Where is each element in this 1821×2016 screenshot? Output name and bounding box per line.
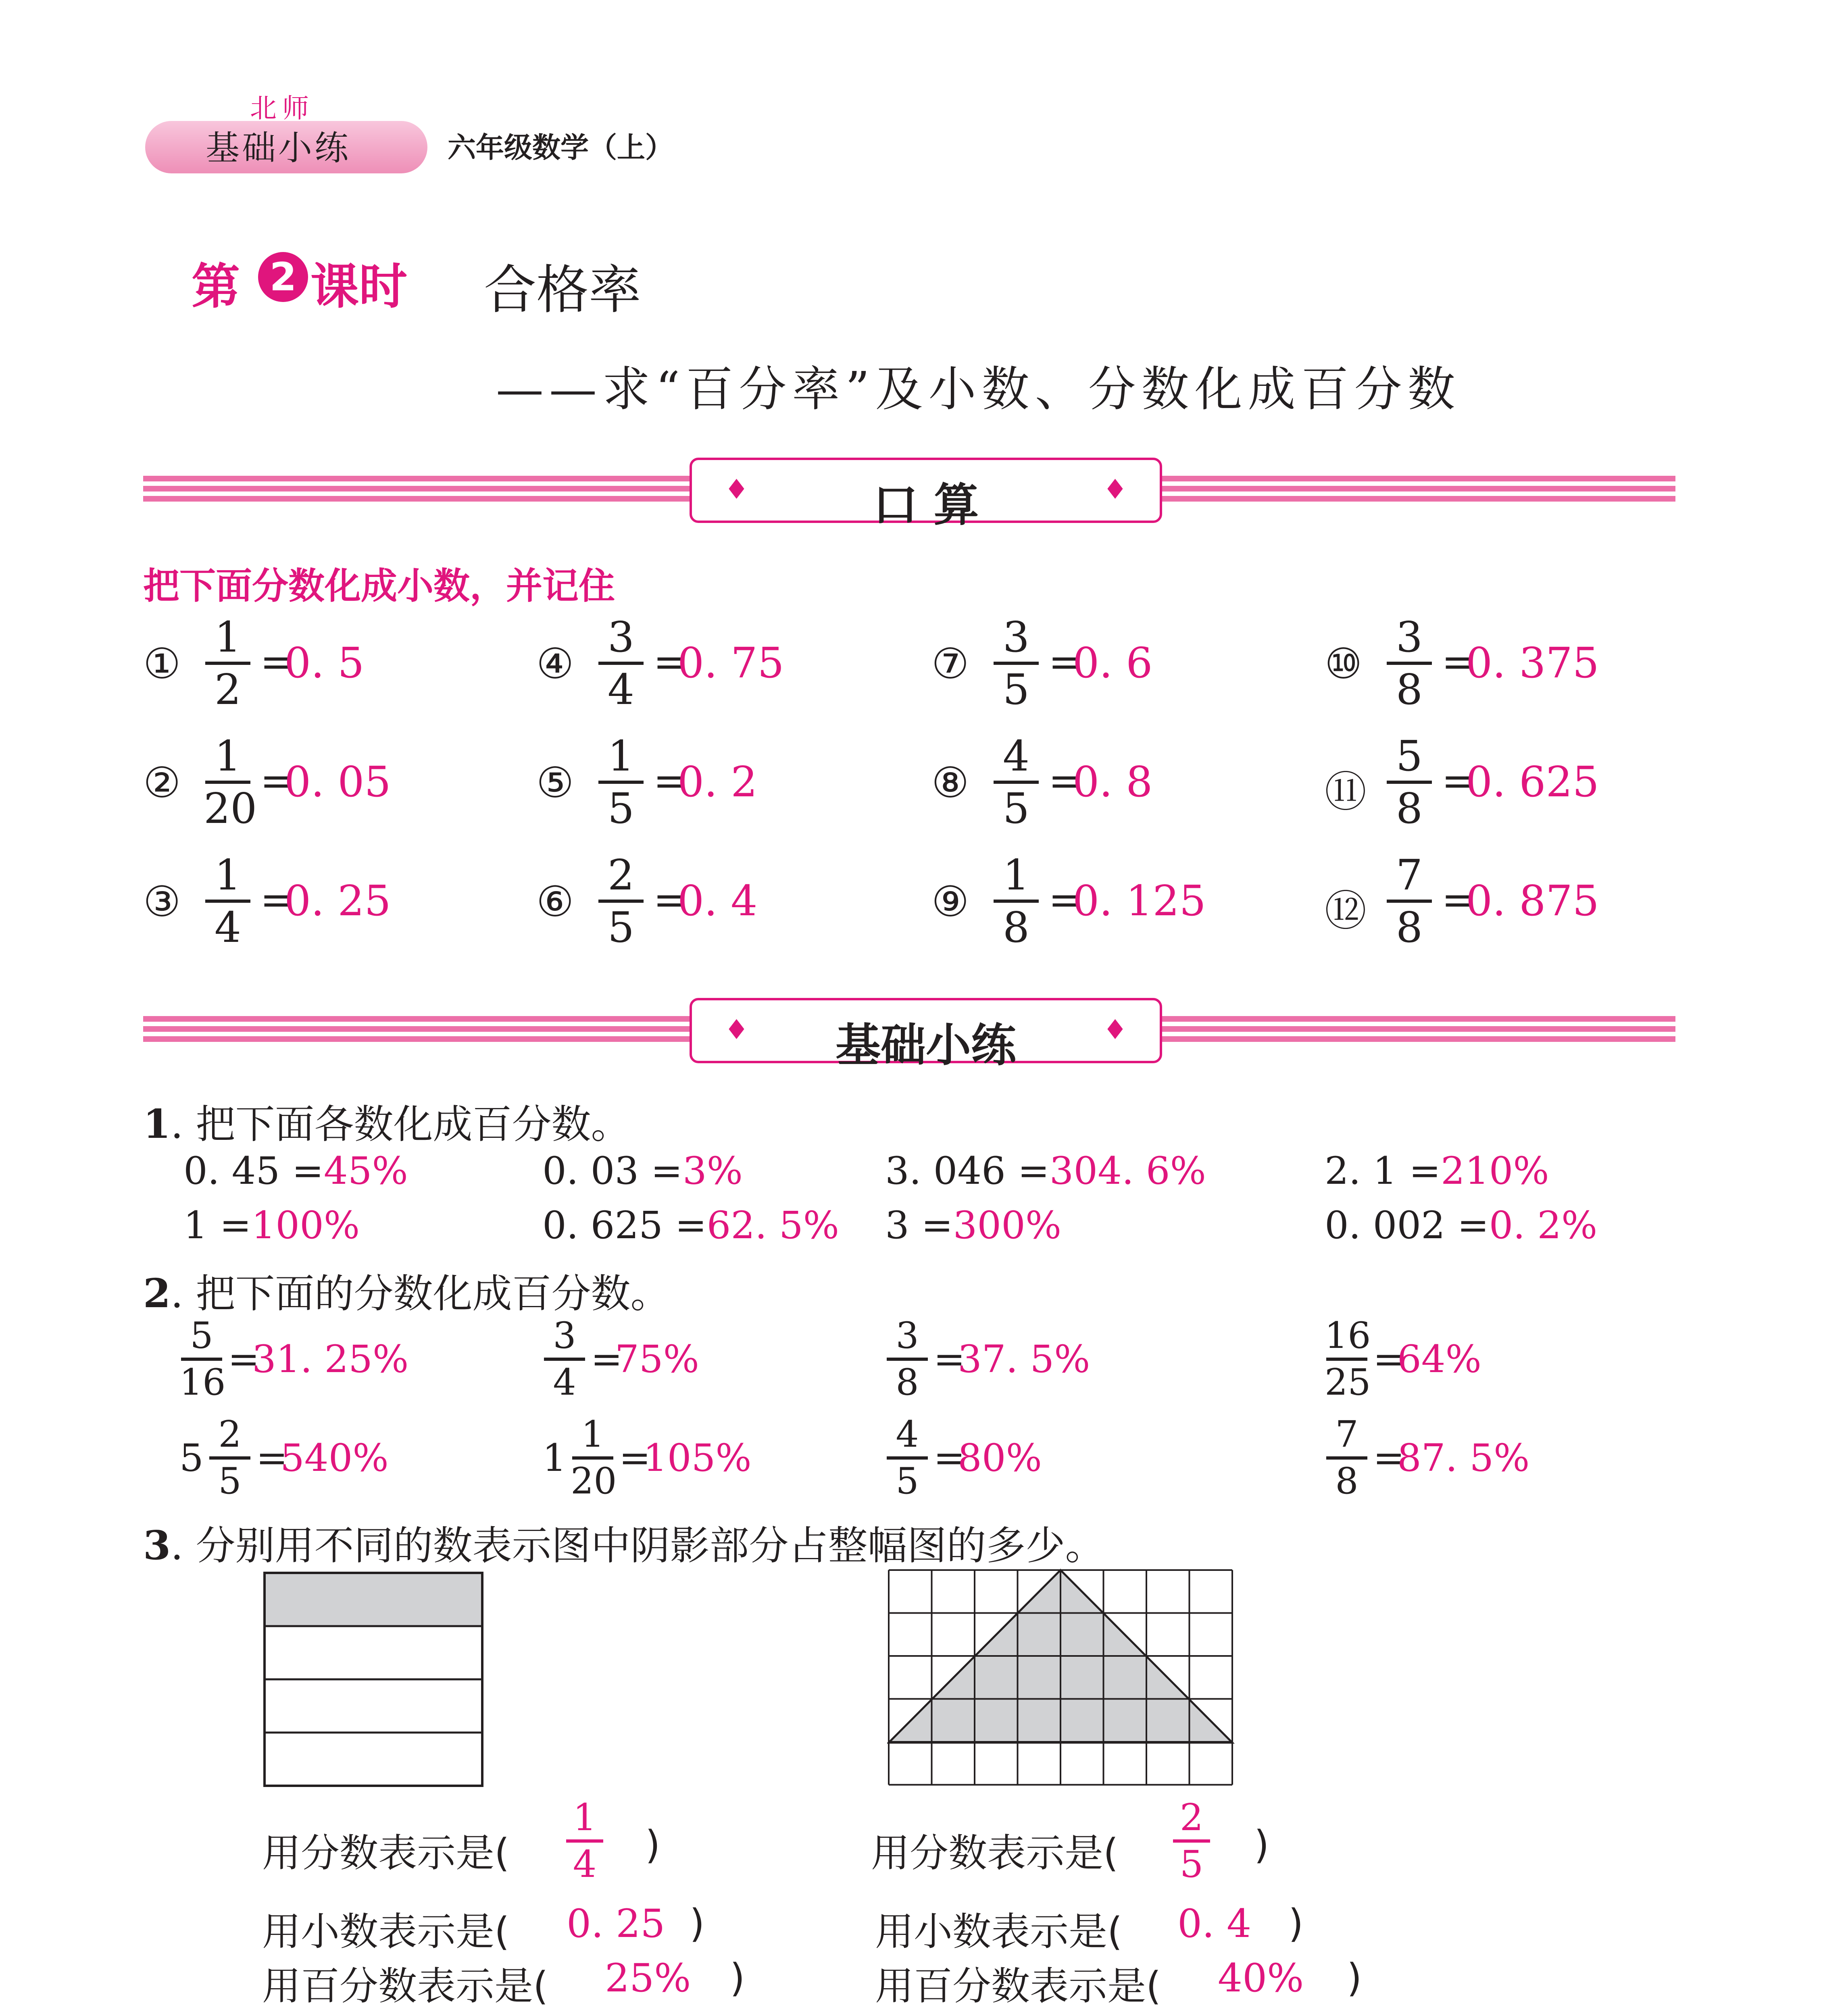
denominator: 8 — [1002, 903, 1030, 952]
question-2-title — [143, 1262, 670, 1319]
denominator: 4 — [607, 665, 635, 714]
right-fraction-answer: 2 5 — [1171, 1798, 1212, 1884]
close-paren: ) — [1347, 1956, 1362, 2001]
left-decimal-label: 用小数表示是( — [262, 1909, 510, 1954]
fraction-conversion-item — [179, 1415, 522, 1512]
oral-answer: 0. 4 — [677, 876, 758, 925]
item-number: ② — [143, 758, 181, 807]
conversion-question: 0. 03 = — [542, 1149, 683, 1193]
conversion-item — [1325, 1149, 1549, 1193]
fraction — [204, 612, 252, 714]
numerator: 5 — [1396, 731, 1423, 781]
lesson-number-badge: 2 — [258, 252, 308, 302]
conversion-item — [183, 1149, 408, 1193]
lesson-prefix: 第 — [192, 259, 240, 315]
fraction-bar — [598, 900, 644, 903]
conversion-answer: 45% — [323, 1149, 408, 1193]
stacked-rectangle-figure — [262, 1570, 488, 1788]
close-paren: ) — [690, 1901, 705, 1946]
conversion-answer: 300% — [953, 1204, 1062, 1248]
fraction-answer: 80% — [958, 1436, 1042, 1480]
section-title-oral: 口 算 — [873, 479, 979, 531]
fraction-bar — [994, 662, 1039, 665]
conversion-question: 2. 1 = — [1325, 1149, 1441, 1193]
fraction — [1385, 731, 1433, 833]
question-text: . 把下面各数化成百分数。 — [171, 1102, 631, 1148]
oral-answer: 0. 8 — [1073, 757, 1153, 806]
denominator: 5 — [607, 903, 635, 952]
numerator: 1 — [1002, 850, 1030, 900]
item-number: ⑤ — [536, 758, 574, 807]
oral-item — [931, 612, 1294, 720]
numerator: 1 — [214, 850, 242, 900]
fraction-bar — [544, 1358, 585, 1361]
numerator: 3 — [1002, 612, 1030, 662]
fraction — [597, 612, 645, 714]
oral-item — [536, 850, 899, 958]
oral-answer: 0. 25 — [284, 876, 391, 925]
oral-answer: 0. 375 — [1466, 638, 1599, 687]
fraction-answer: 31. 25% — [252, 1337, 409, 1381]
fraction-bar — [1326, 1358, 1367, 1361]
item-number: ⑧ — [931, 758, 969, 807]
left-fraction-label: 用分数表示是( — [262, 1831, 510, 1876]
conversion-item — [1325, 1204, 1597, 1248]
fraction-answer: 540% — [280, 1436, 389, 1480]
numerator: 2 — [218, 1413, 242, 1456]
oral-item — [143, 850, 506, 958]
question-3-title — [143, 1514, 1105, 1571]
oral-item — [931, 850, 1294, 958]
fraction-conversion-item — [885, 1316, 1228, 1413]
oral-instruction: 把下面分数化成小数，并记住 — [143, 565, 615, 607]
conversion-question: 1 = — [183, 1204, 252, 1248]
numerator: 3 — [607, 612, 635, 662]
item-number: ① — [143, 639, 181, 688]
oral-item — [143, 612, 506, 720]
denominator: 4 — [214, 903, 242, 952]
shaded-strip — [265, 1573, 482, 1626]
denominator: 20 — [204, 784, 257, 833]
section-header-basic — [690, 998, 1162, 1072]
oral-item — [536, 731, 899, 839]
numerator: 2 — [607, 850, 635, 900]
equals-sign: = — [933, 1337, 965, 1381]
conversion-answer: 3% — [682, 1149, 743, 1193]
conversion-answer: 100% — [251, 1204, 360, 1248]
denominator: 8 — [1396, 665, 1423, 714]
fraction-bar — [598, 781, 644, 784]
triangle-grid-figure — [887, 1568, 1238, 1790]
left-fraction-answer: 1 4 — [565, 1798, 605, 1884]
oral-item — [1325, 612, 1688, 720]
equals-sign: = — [1442, 757, 1475, 804]
numerator: 3 — [896, 1314, 919, 1357]
fraction-bar — [887, 1358, 928, 1361]
fraction — [1385, 612, 1433, 714]
oral-item — [536, 612, 899, 720]
numerator: 1 — [214, 731, 242, 781]
fraction-bar — [205, 781, 250, 784]
fraction-answer: 64% — [1397, 1337, 1481, 1381]
equals-sign: = — [653, 876, 687, 923]
fraction — [992, 612, 1040, 714]
conversion-item — [885, 1204, 1061, 1248]
fraction — [992, 850, 1040, 952]
equals-sign: = — [1048, 757, 1082, 804]
fraction-answer: 37. 5% — [958, 1337, 1090, 1381]
conversion-question: 0. 002 = — [1325, 1204, 1489, 1248]
right-fraction-label: 用分数表示是( — [871, 1831, 1119, 1876]
conversion-item — [885, 1149, 1206, 1193]
fraction — [571, 1415, 615, 1501]
diamond-icon: ♦ — [1103, 474, 1127, 506]
oral-answer: 0. 5 — [284, 638, 365, 687]
fraction — [597, 731, 645, 833]
fraction-answer: 105% — [643, 1436, 752, 1480]
equals-sign: = — [1048, 638, 1082, 685]
denominator: 8 — [1396, 784, 1423, 833]
denominator: 4 — [553, 1361, 576, 1404]
numerator: 3 — [553, 1314, 576, 1357]
equals-sign: = — [256, 1436, 288, 1480]
fraction — [992, 731, 1040, 833]
equals-sign: = — [619, 1436, 651, 1480]
question-number: 1 — [143, 1101, 171, 1148]
fraction-bar — [572, 1456, 613, 1460]
denominator: 8 — [1335, 1460, 1358, 1502]
numerator: 1 — [214, 612, 242, 662]
lesson-subtitle: ——求“百分率”及小数、分数化成百分数 — [496, 361, 1461, 417]
numerator: 4 — [1002, 731, 1030, 781]
fraction-bar — [205, 662, 250, 665]
conversion-question: 0. 625 = — [542, 1204, 707, 1248]
fraction-bar — [994, 900, 1039, 903]
numerator: 16 — [1325, 1314, 1371, 1357]
conversion-question: 3 = — [885, 1204, 953, 1248]
fraction-bar — [1387, 900, 1432, 903]
denominator: 20 — [571, 1460, 617, 1502]
diamond-icon: ♦ — [724, 474, 749, 506]
fraction-conversion-item — [542, 1415, 885, 1512]
denominator: 5 — [218, 1460, 242, 1502]
numerator: 3 — [1396, 612, 1423, 662]
oral-answer: 0. 125 — [1073, 876, 1206, 925]
close-paren: ) — [1254, 1822, 1269, 1868]
section-header-oral — [690, 458, 1162, 531]
fraction — [885, 1415, 929, 1501]
equals-sign: = — [933, 1436, 965, 1480]
question-text: . 把下面的分数化成百分数。 — [171, 1271, 670, 1317]
lesson-suffix: 课时 — [310, 259, 407, 315]
question-1-title — [143, 1093, 631, 1150]
close-paren: ) — [645, 1822, 660, 1868]
oral-item — [1325, 850, 1688, 958]
equals-sign: = — [228, 1337, 260, 1381]
oral-answer: 0. 05 — [284, 757, 391, 806]
oral-answer: 0. 2 — [677, 757, 758, 806]
conversion-answer: 210% — [1441, 1149, 1549, 1193]
question-number: 2 — [143, 1270, 171, 1317]
fraction — [542, 1316, 587, 1402]
fraction — [597, 850, 645, 952]
denominator: 5 — [1002, 784, 1030, 833]
question-text: . 分别用不同的数表示图中阴影部分占整幅图的多少。 — [171, 1523, 1105, 1569]
fraction-bar — [205, 900, 250, 903]
denominator: 5 — [896, 1460, 919, 1502]
numerator: 5 — [190, 1314, 213, 1357]
item-number: ⑦ — [931, 639, 969, 688]
item-number: ⑨ — [931, 877, 969, 926]
fraction — [208, 1415, 252, 1501]
equals-sign: = — [653, 638, 687, 685]
close-paren: ) — [730, 1956, 745, 2001]
equals-sign: = — [260, 876, 294, 923]
denominator: 5 — [1002, 665, 1030, 714]
fraction — [179, 1316, 224, 1402]
conversion-question: 3. 046 = — [885, 1149, 1050, 1193]
diamond-icon: ♦ — [724, 1014, 749, 1046]
equals-sign: = — [653, 757, 687, 804]
oral-answer: 0. 625 — [1466, 757, 1599, 806]
diamond-icon: ♦ — [1103, 1014, 1127, 1046]
right-decimal-label: 用小数表示是( — [875, 1909, 1123, 1954]
item-number: ⑪ — [1325, 767, 1367, 816]
denominator: 8 — [1396, 903, 1423, 952]
fraction-conversion-item — [542, 1316, 885, 1413]
conversion-item — [183, 1204, 360, 1248]
fraction-conversion-item — [179, 1316, 522, 1413]
fraction — [204, 850, 252, 952]
right-decimal-answer: 0. 4 — [1177, 1901, 1252, 1946]
close-paren: ) — [1288, 1901, 1304, 1946]
question-number: 3 — [143, 1522, 171, 1569]
denominator: 5 — [607, 784, 635, 833]
section-title-basic: 基础小练 — [835, 1019, 1016, 1072]
oral-answer: 0. 875 — [1466, 876, 1599, 925]
fraction-bar — [181, 1358, 222, 1361]
fraction-bar — [1387, 662, 1432, 665]
fraction-bar — [1387, 781, 1432, 784]
equals-sign: = — [591, 1337, 623, 1381]
conversion-item — [542, 1204, 839, 1248]
fraction-conversion-item — [1325, 1316, 1667, 1413]
fraction-bar — [887, 1456, 928, 1460]
lesson-title: 合格率 — [484, 259, 642, 321]
whole-part: 5 — [179, 1436, 204, 1480]
conversion-answer: 62. 5% — [706, 1204, 840, 1248]
header-subject: 六年级数学（上） — [448, 131, 673, 164]
denominator: 16 — [179, 1361, 226, 1404]
fraction-bar — [1326, 1456, 1367, 1460]
fraction — [885, 1316, 929, 1402]
equals-sign: = — [1373, 1436, 1405, 1480]
equals-sign: = — [260, 757, 294, 804]
fraction-bar — [598, 662, 644, 665]
fraction-bar — [994, 781, 1039, 784]
oral-item — [931, 731, 1294, 839]
denominator: 25 — [1325, 1361, 1371, 1404]
equals-sign: = — [1442, 876, 1475, 923]
numerator: 1 — [581, 1413, 604, 1456]
item-number: ④ — [536, 639, 574, 688]
fraction-answer: 75% — [615, 1337, 699, 1381]
logo-series-name: 基础小练 — [206, 128, 351, 168]
item-number: ⑩ — [1325, 639, 1363, 688]
numerator: 7 — [1335, 1413, 1358, 1456]
right-percent-answer: 40% — [1218, 1956, 1304, 2001]
fraction-bar — [209, 1456, 250, 1460]
left-decimal-answer: 0. 25 — [567, 1901, 665, 1946]
item-number: ⑥ — [536, 877, 574, 926]
conversion-item — [542, 1149, 743, 1193]
numerator: 1 — [607, 731, 635, 781]
fraction-conversion-item — [1325, 1415, 1667, 1512]
fraction — [1325, 1316, 1369, 1402]
fraction-conversion-item — [885, 1415, 1228, 1512]
numerator: 4 — [896, 1413, 919, 1456]
equals-sign: = — [260, 638, 294, 685]
grid-lines — [889, 1570, 1232, 1785]
denominator: 2 — [214, 665, 242, 714]
oral-item — [143, 731, 506, 839]
item-number: ⑫ — [1325, 886, 1367, 935]
oral-answer: 0. 6 — [1073, 638, 1153, 687]
fraction — [1385, 850, 1433, 952]
conversion-answer: 0. 2% — [1489, 1204, 1598, 1248]
equals-sign: = — [1442, 638, 1475, 685]
right-percent-label: 用百分数表示是( — [875, 1964, 1161, 2009]
left-percent-label: 用百分数表示是( — [262, 1964, 548, 2009]
logo-publisher: 北师 — [250, 93, 315, 124]
fraction — [204, 731, 257, 833]
denominator: 8 — [896, 1361, 919, 1404]
conversion-question: 0. 45 = — [183, 1149, 324, 1193]
numerator: 7 — [1396, 850, 1423, 900]
equals-sign: = — [1373, 1337, 1405, 1381]
left-percent-answer: 25% — [605, 1956, 691, 2001]
fraction-answer: 87. 5% — [1397, 1436, 1530, 1480]
oral-answer: 0. 75 — [677, 638, 784, 687]
whole-part: 1 — [542, 1436, 567, 1480]
oral-item — [1325, 731, 1688, 839]
equals-sign: = — [1048, 876, 1082, 923]
fraction — [1325, 1415, 1369, 1501]
item-number: ③ — [143, 877, 181, 926]
question-4-title — [143, 2010, 1381, 2016]
conversion-answer: 304. 6% — [1049, 1149, 1206, 1193]
